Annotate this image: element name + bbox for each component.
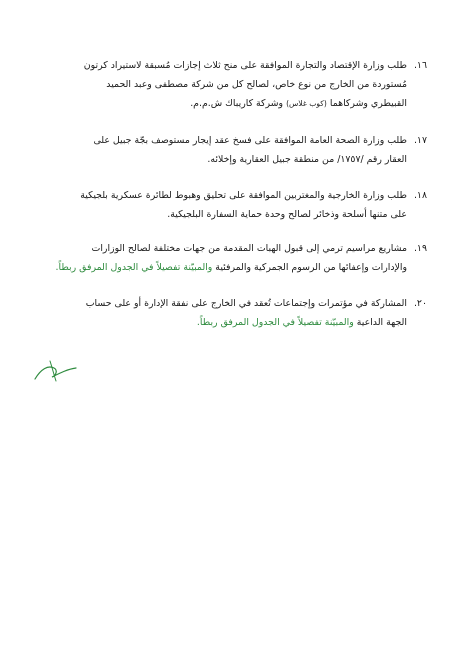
agenda-item-17	[37, 131, 427, 169]
item-text-line: طلب وزارة الصحة العامة الموافقة على فسخ عقد إيجار مستوصف بجّة جبيل على	[93, 135, 407, 146]
item-text-line: مشاريع مراسيم ترمي إلى قبول الهبات المقدمة من جهات مختلفة لصالح الوزارات	[91, 243, 407, 254]
item-number: ١٨.	[413, 190, 427, 201]
item-text-fragment: والإدارات وإعفائها من الرسوم الجمركية والمرفئية	[212, 262, 407, 273]
item-text-line: طلب وزارة الإقتصاد والتجارة الموافقة على منح ثلاث إجازات مُسبقة لاستيراد كرتون	[83, 60, 407, 71]
signature-icon	[32, 355, 80, 385]
item-text-line: المشاركة في مؤتمرات وإجتماعات تُعقد في الخارج على نفقة الإدارة أو على حساب	[85, 298, 407, 309]
item-number: ١٦.	[413, 60, 427, 71]
item-text-fragment: وشركة كاريباك ش.م.م.	[190, 98, 287, 109]
item-number: ١٧.	[413, 135, 427, 146]
item-number: ١٩.	[413, 243, 427, 254]
item-text-line: على متنها أسلحة وذخائر لصالح وحدة حماية السفارة البلجيكية.	[167, 209, 407, 220]
annotation-text: والمبيّنة تفصيلاً في الجدول المرفق ربطاً.	[55, 262, 213, 273]
item-text-line-composite	[37, 258, 427, 277]
item-text-fragment: القبيطري وشركاهما	[326, 98, 407, 109]
item-text-fragment: الجهة الداعية	[353, 317, 407, 328]
item-text-line: طلب وزارة الخارجية والمغتربين الموافقة على تحليق وهبوط لطائرة عسكرية بلجيكية	[80, 190, 407, 201]
item-text-fragment: (كوب غلاس)	[286, 99, 327, 108]
agenda-item-20	[37, 294, 427, 332]
agenda-item-18	[37, 186, 427, 224]
item-text-line-composite	[37, 94, 427, 113]
item-text-line: العقار رقم /١٧٥٧/ من منطقة جبيل العقارية وإخلائه.	[207, 154, 407, 165]
annotation-text: والمبيّنة تفصيلاً في الجدول المرفق ربطاً.	[196, 317, 354, 328]
item-text-line: مُستوردة من الخارج من نوع خاص، لصالح كل من شركة مصطفى وعبد الحميد	[106, 79, 407, 90]
agenda-item-19	[37, 239, 427, 277]
agenda-item-16	[37, 56, 427, 113]
item-number: ٢٠.	[413, 298, 427, 309]
item-text-line-composite	[37, 313, 427, 332]
